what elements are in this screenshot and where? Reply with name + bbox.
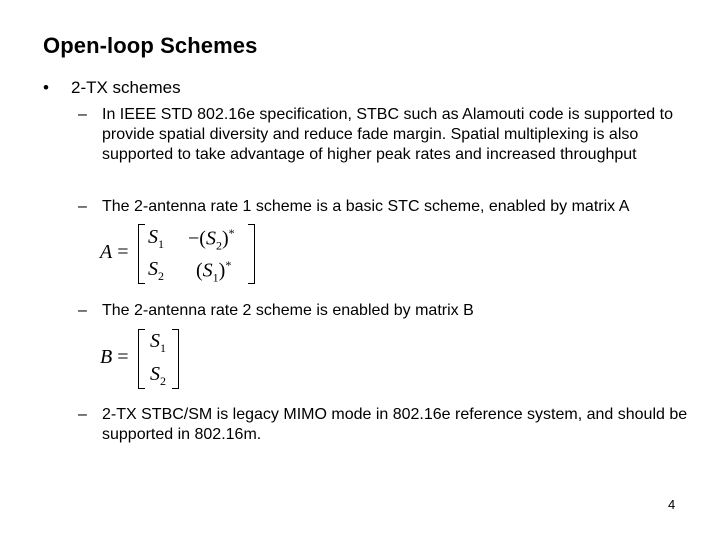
bullet-item [43, 78, 181, 98]
matrix-a-r2c2: $(S_1)^*$ [196, 258, 232, 285]
matrix-a-left-bracket [138, 224, 145, 284]
sub-item-text: The 2-antenna rate 1 scheme is a basic STC scheme, enabled by matrix A [102, 198, 630, 215]
slide-title: Open-loop Schemes [43, 33, 258, 58]
matrix-b-right-bracket [172, 329, 179, 389]
matrix-a-name: A = [100, 241, 129, 263]
dash-marker: – [78, 106, 87, 123]
dash-marker: – [78, 302, 87, 319]
dash-marker: – [78, 406, 87, 423]
sub-item-2 [78, 197, 718, 217]
matrix-a-r1c1: $S_1$ [148, 226, 164, 251]
sub-item-text: 2-TX STBC/SM is legacy MIMO mode in 802.16e reference system, and should be supported in 802.16m. [102, 406, 688, 443]
matrix-a-r1c2: $-(S_2)^*$ [188, 226, 235, 253]
matrix-b-left-bracket [138, 329, 145, 389]
sub-item-1 [78, 105, 688, 165]
sub-item-3 [78, 301, 698, 321]
sub-item-text: In IEEE STD 802.16e specification, STBC such as Alamouti code is supported to provide spatial diversity and reduce fade margin. Spatial multiplexing is also supported to take advantage of higher peak rates and increased throughput [102, 106, 673, 163]
matrix-b-name: B = [100, 346, 129, 368]
bullet-marker: • [43, 78, 49, 97]
matrix-b-r2: $S_2$ [150, 363, 166, 388]
matrix-a-r2c1: $S_2$ [148, 258, 164, 283]
matrix-a-right-bracket [248, 224, 255, 284]
page-number: 4 [668, 497, 676, 512]
matrix-b-r1: $S_1$ [150, 330, 166, 355]
dash-marker: – [78, 198, 87, 215]
bullet-text: 2-TX schemes [71, 78, 181, 97]
sub-item-text: The 2-antenna rate 2 scheme is enabled by matrix B [102, 302, 474, 319]
sub-item-4 [78, 405, 688, 445]
